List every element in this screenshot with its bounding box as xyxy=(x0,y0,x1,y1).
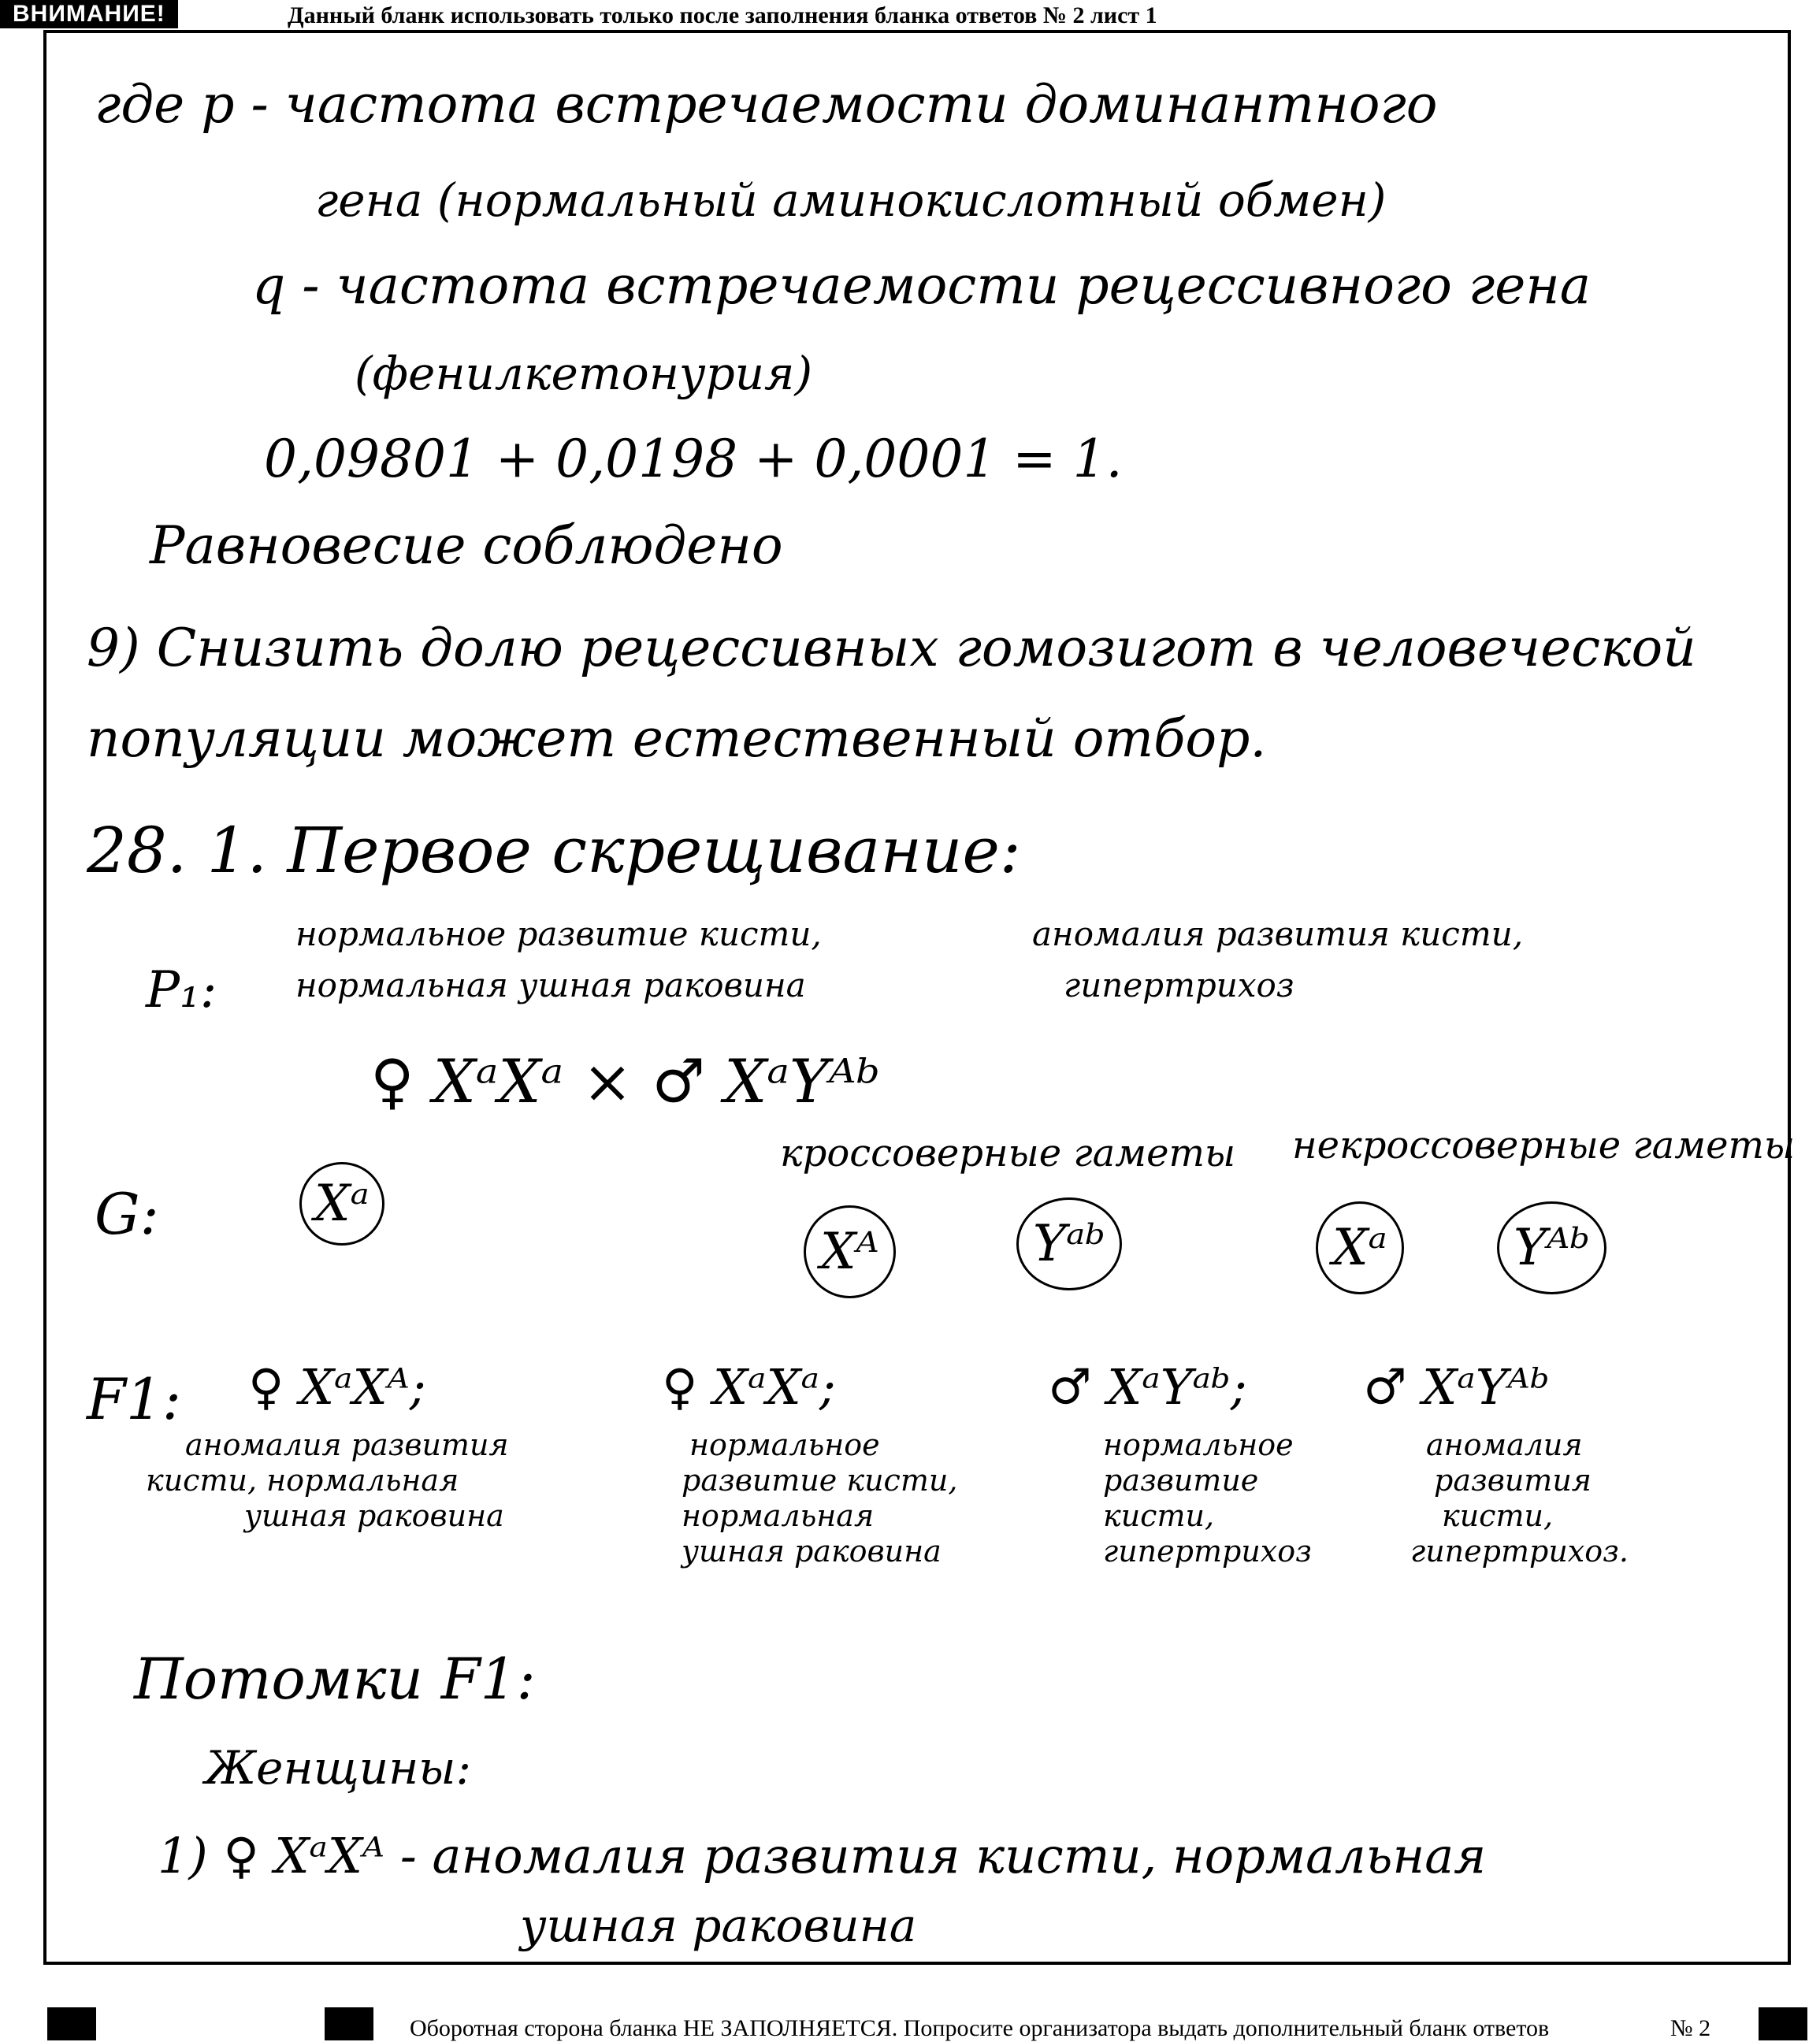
gamete-circle: Yᴬᵇ xyxy=(1497,1201,1606,1294)
answer-line: где p - частота встречаемости доминантного xyxy=(95,74,1438,135)
f1-phenotype: аномалия развития xyxy=(185,1428,509,1462)
answer-line: 9) Снизить долю рецессивных гомозигот в человеческой xyxy=(87,618,1696,678)
f1-genotype: ♀ XᵃXᵃ; xyxy=(662,1358,836,1416)
f1-phenotype: ушная раковина xyxy=(682,1534,942,1569)
women-title: Женщины: xyxy=(205,1741,472,1795)
f1-genotype: ♀ XᵃXᴬ; xyxy=(248,1358,426,1416)
male-gamete xyxy=(804,1205,896,1298)
male-gamete xyxy=(1497,1201,1606,1294)
p1-male-phenotype: аномалия развития кисти, xyxy=(1032,915,1524,953)
f1-phenotype: развитие xyxy=(1103,1463,1259,1498)
answer-line: (фенилкетонурия) xyxy=(355,347,813,400)
registration-marker xyxy=(1759,2007,1807,2040)
answer-line: q - частота встречаемости рецессивного гена xyxy=(252,255,1592,316)
f1-phenotype: гипертрихоз xyxy=(1103,1534,1312,1569)
f1-genotype: ♂ XᵃYᴬᵇ xyxy=(1363,1358,1550,1416)
male-gamete xyxy=(1316,1201,1404,1294)
offspring-item: 1) ♀ XᵃXᴬ - аномалия развития кисти, нормальная xyxy=(158,1827,1487,1884)
registration-marker xyxy=(325,2007,373,2040)
answer-line: гена (нормальный аминокислотный обмен) xyxy=(315,173,1387,227)
g-label: G: xyxy=(95,1181,159,1247)
f1-phenotype: нормальное xyxy=(1103,1428,1294,1462)
f1-phenotype: гипертрихоз. xyxy=(1410,1534,1629,1569)
noncrossover-gametes-label: некроссоверные гаметы xyxy=(1292,1123,1796,1168)
footer-note: Оборотная сторона бланка НЕ ЗАПОЛНЯЕТСЯ. Попросите организатора выдать дополнительный бланк ответов xyxy=(410,2015,1550,2041)
male-gamete xyxy=(1016,1197,1122,1290)
f1-label: F1: xyxy=(87,1366,182,1432)
answer-line: 0,09801 + 0,0198 + 0,0001 = 1. xyxy=(264,429,1123,489)
crossover-gametes-label: кроссоверные гаметы xyxy=(780,1131,1236,1175)
f1-phenotype: кисти, нормальная xyxy=(146,1463,459,1498)
f1-genotype: ♂ XᵃYᵃᵇ; xyxy=(1048,1358,1247,1416)
f1-phenotype: развитие кисти, xyxy=(682,1463,958,1498)
f1-phenotype: ушная раковина xyxy=(244,1498,504,1533)
warning-label: ВНИМАНИЕ! xyxy=(0,0,181,28)
gamete-circle: Xᵃ xyxy=(1316,1201,1404,1294)
offspring-title: Потомки F1: xyxy=(134,1646,536,1712)
p1-female-phenotype: нормальное развитие кисти, xyxy=(295,915,822,953)
f1-phenotype: кисти, xyxy=(1442,1498,1554,1533)
header-instruction: Данный бланк использовать только после заполнения бланка ответов № 2 лист 1 xyxy=(288,2,1157,28)
f1-phenotype: нормальное xyxy=(689,1428,880,1462)
p1-genotypes: ♀ XᵃXᵃ × ♂ XᵃYᴬᵇ xyxy=(370,1046,881,1116)
p1-label: P₁: xyxy=(146,961,217,1019)
f1-phenotype: нормальная xyxy=(682,1498,875,1533)
page-header xyxy=(0,0,1820,32)
gamete-circle: Xᵃ xyxy=(299,1162,384,1246)
f1-phenotype: развития xyxy=(1434,1463,1592,1498)
footer-number: № 2 xyxy=(1670,2015,1711,2041)
answer-line: популяции может естественный отбор. xyxy=(87,708,1267,769)
p1-female-phenotype: нормальная ушная раковина xyxy=(295,966,806,1004)
gamete-circle: Xᴬ xyxy=(804,1205,896,1298)
gamete-circle: Yᵃᵇ xyxy=(1016,1197,1122,1290)
f1-phenotype: аномалия xyxy=(1426,1428,1583,1462)
f1-phenotype: кисти, xyxy=(1103,1498,1215,1533)
female-gamete xyxy=(299,1162,384,1246)
task-28-heading: 28. 1. Первое скрещивание: xyxy=(87,814,1021,887)
registration-marker xyxy=(47,2007,96,2040)
offspring-item: ушная раковина xyxy=(520,1899,917,1952)
answer-line: Равновесие соблюдено xyxy=(150,515,783,576)
p1-male-phenotype: гипертрихоз xyxy=(1064,966,1294,1004)
